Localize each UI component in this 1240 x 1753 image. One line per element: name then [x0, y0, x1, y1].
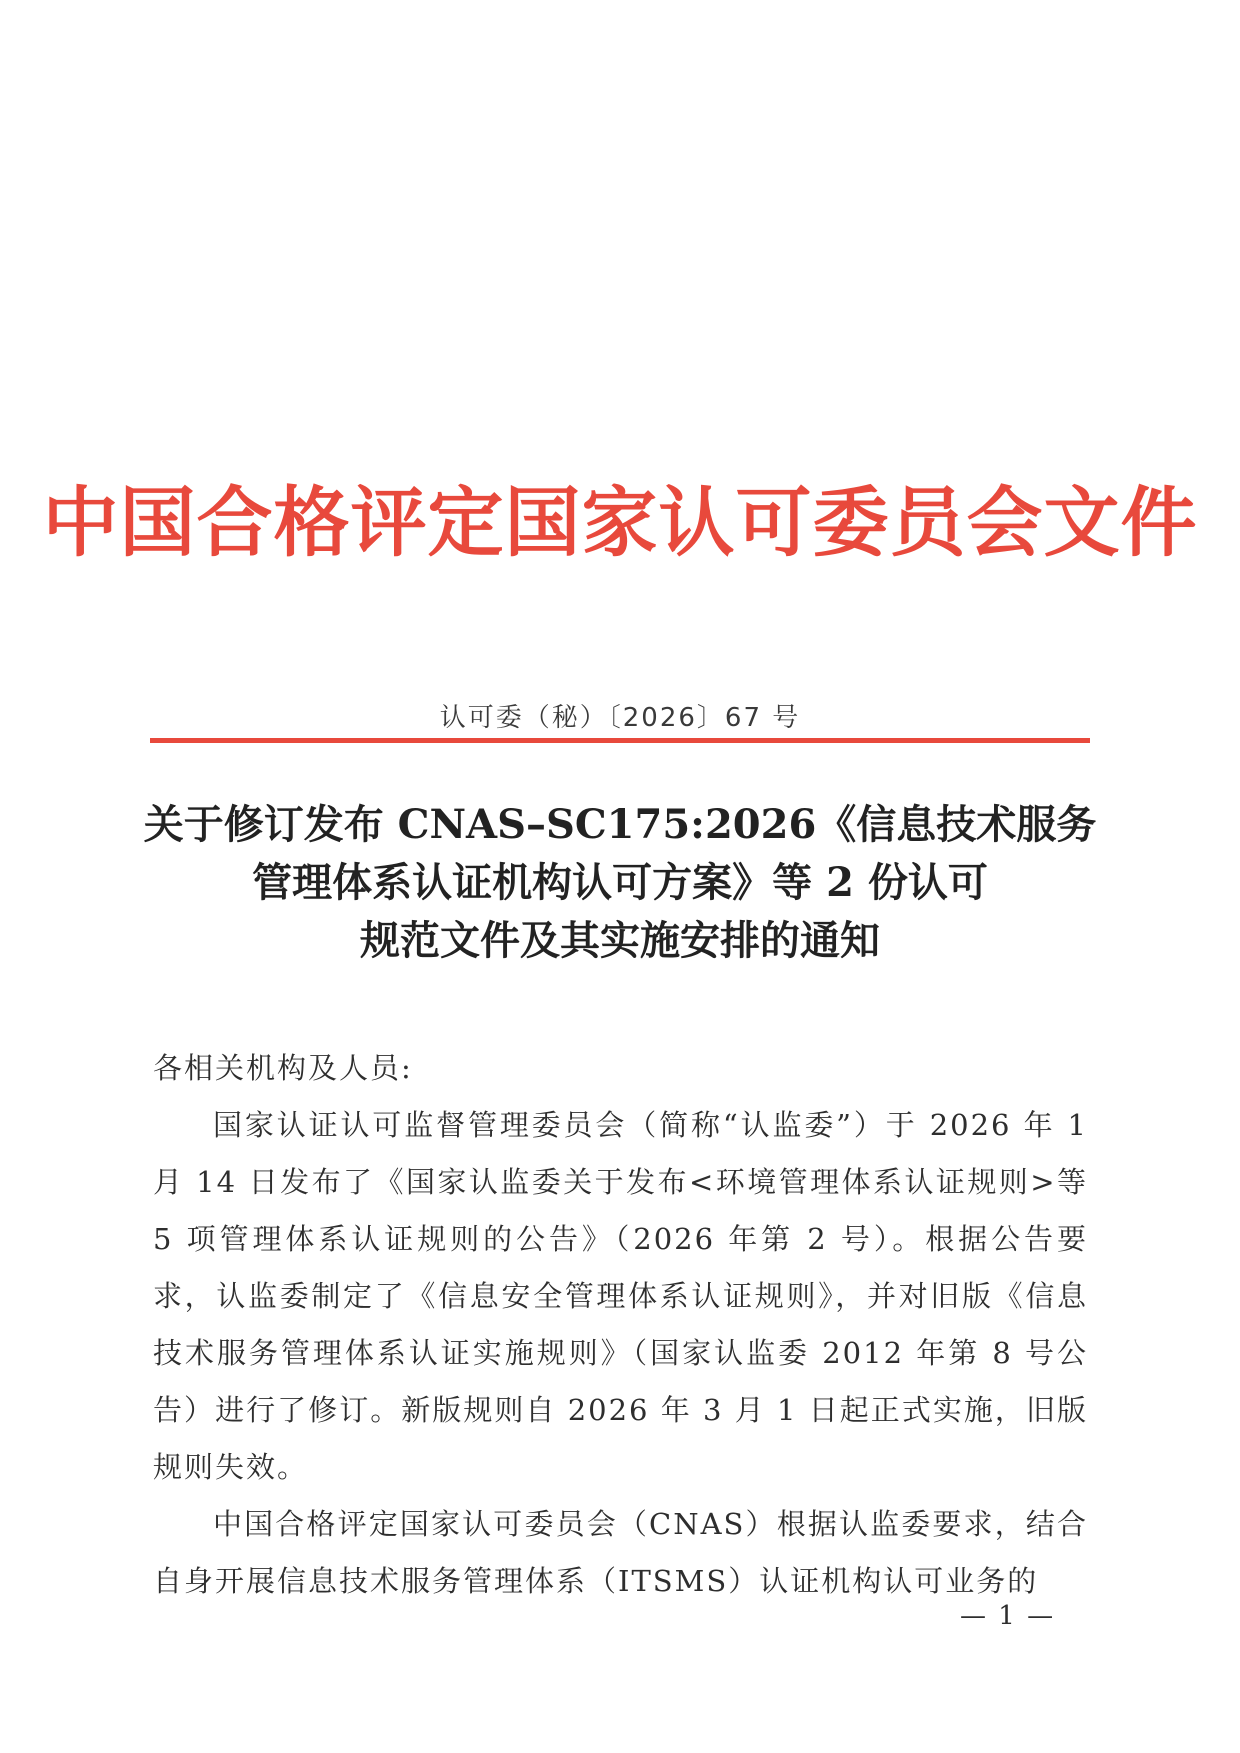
notice-title — [120, 796, 1120, 970]
notice-title-line-2: 管理体系认证机构认可方案》等 2 份认可 — [252, 859, 988, 906]
notice-title-line-3: 规范文件及其实施安排的通知 — [360, 917, 880, 964]
page-number: — 1 — — [960, 1601, 1056, 1631]
issuer-header-title: 中国合格评定国家认可委员会文件 — [42, 478, 1198, 567]
notice-body — [153, 1040, 1088, 1610]
body-paragraph-1: 国家认证认可监督管理委员会（简称“认监委”）于 2026 年 1 月 14 日发布了《国家认监委关于发布<环境管理体系认证规则>等 5 项管理体系认证规则的公告》（2026 年第 2 号）。根据公告要求，认监委制定了《信息安全管理体系认证规则》，并对旧版《信息技术服务管理体系认证实施规则》（国家认监委 2012 年第 8 号公告）进行了修订。新版规则自 2026 年 3 月 1 日起正式实施，旧版规则失效。 — [153, 1108, 1088, 1484]
document-number: 认可委（秘）〔2026〕67 号 — [439, 703, 801, 733]
red-divider-line — [150, 738, 1090, 743]
salutation: 各相关机构及人员: — [153, 1051, 413, 1085]
notice-title-line-1: 关于修订发布 CNAS–SC175:2026《信息技术服务 — [143, 801, 1097, 848]
body-paragraph-2: 中国合格评定国家认可委员会（CNAS）根据认监委要求，结合自身开展信息技术服务管理体系（ITSMS）认证机构认可业务的 — [153, 1507, 1088, 1598]
